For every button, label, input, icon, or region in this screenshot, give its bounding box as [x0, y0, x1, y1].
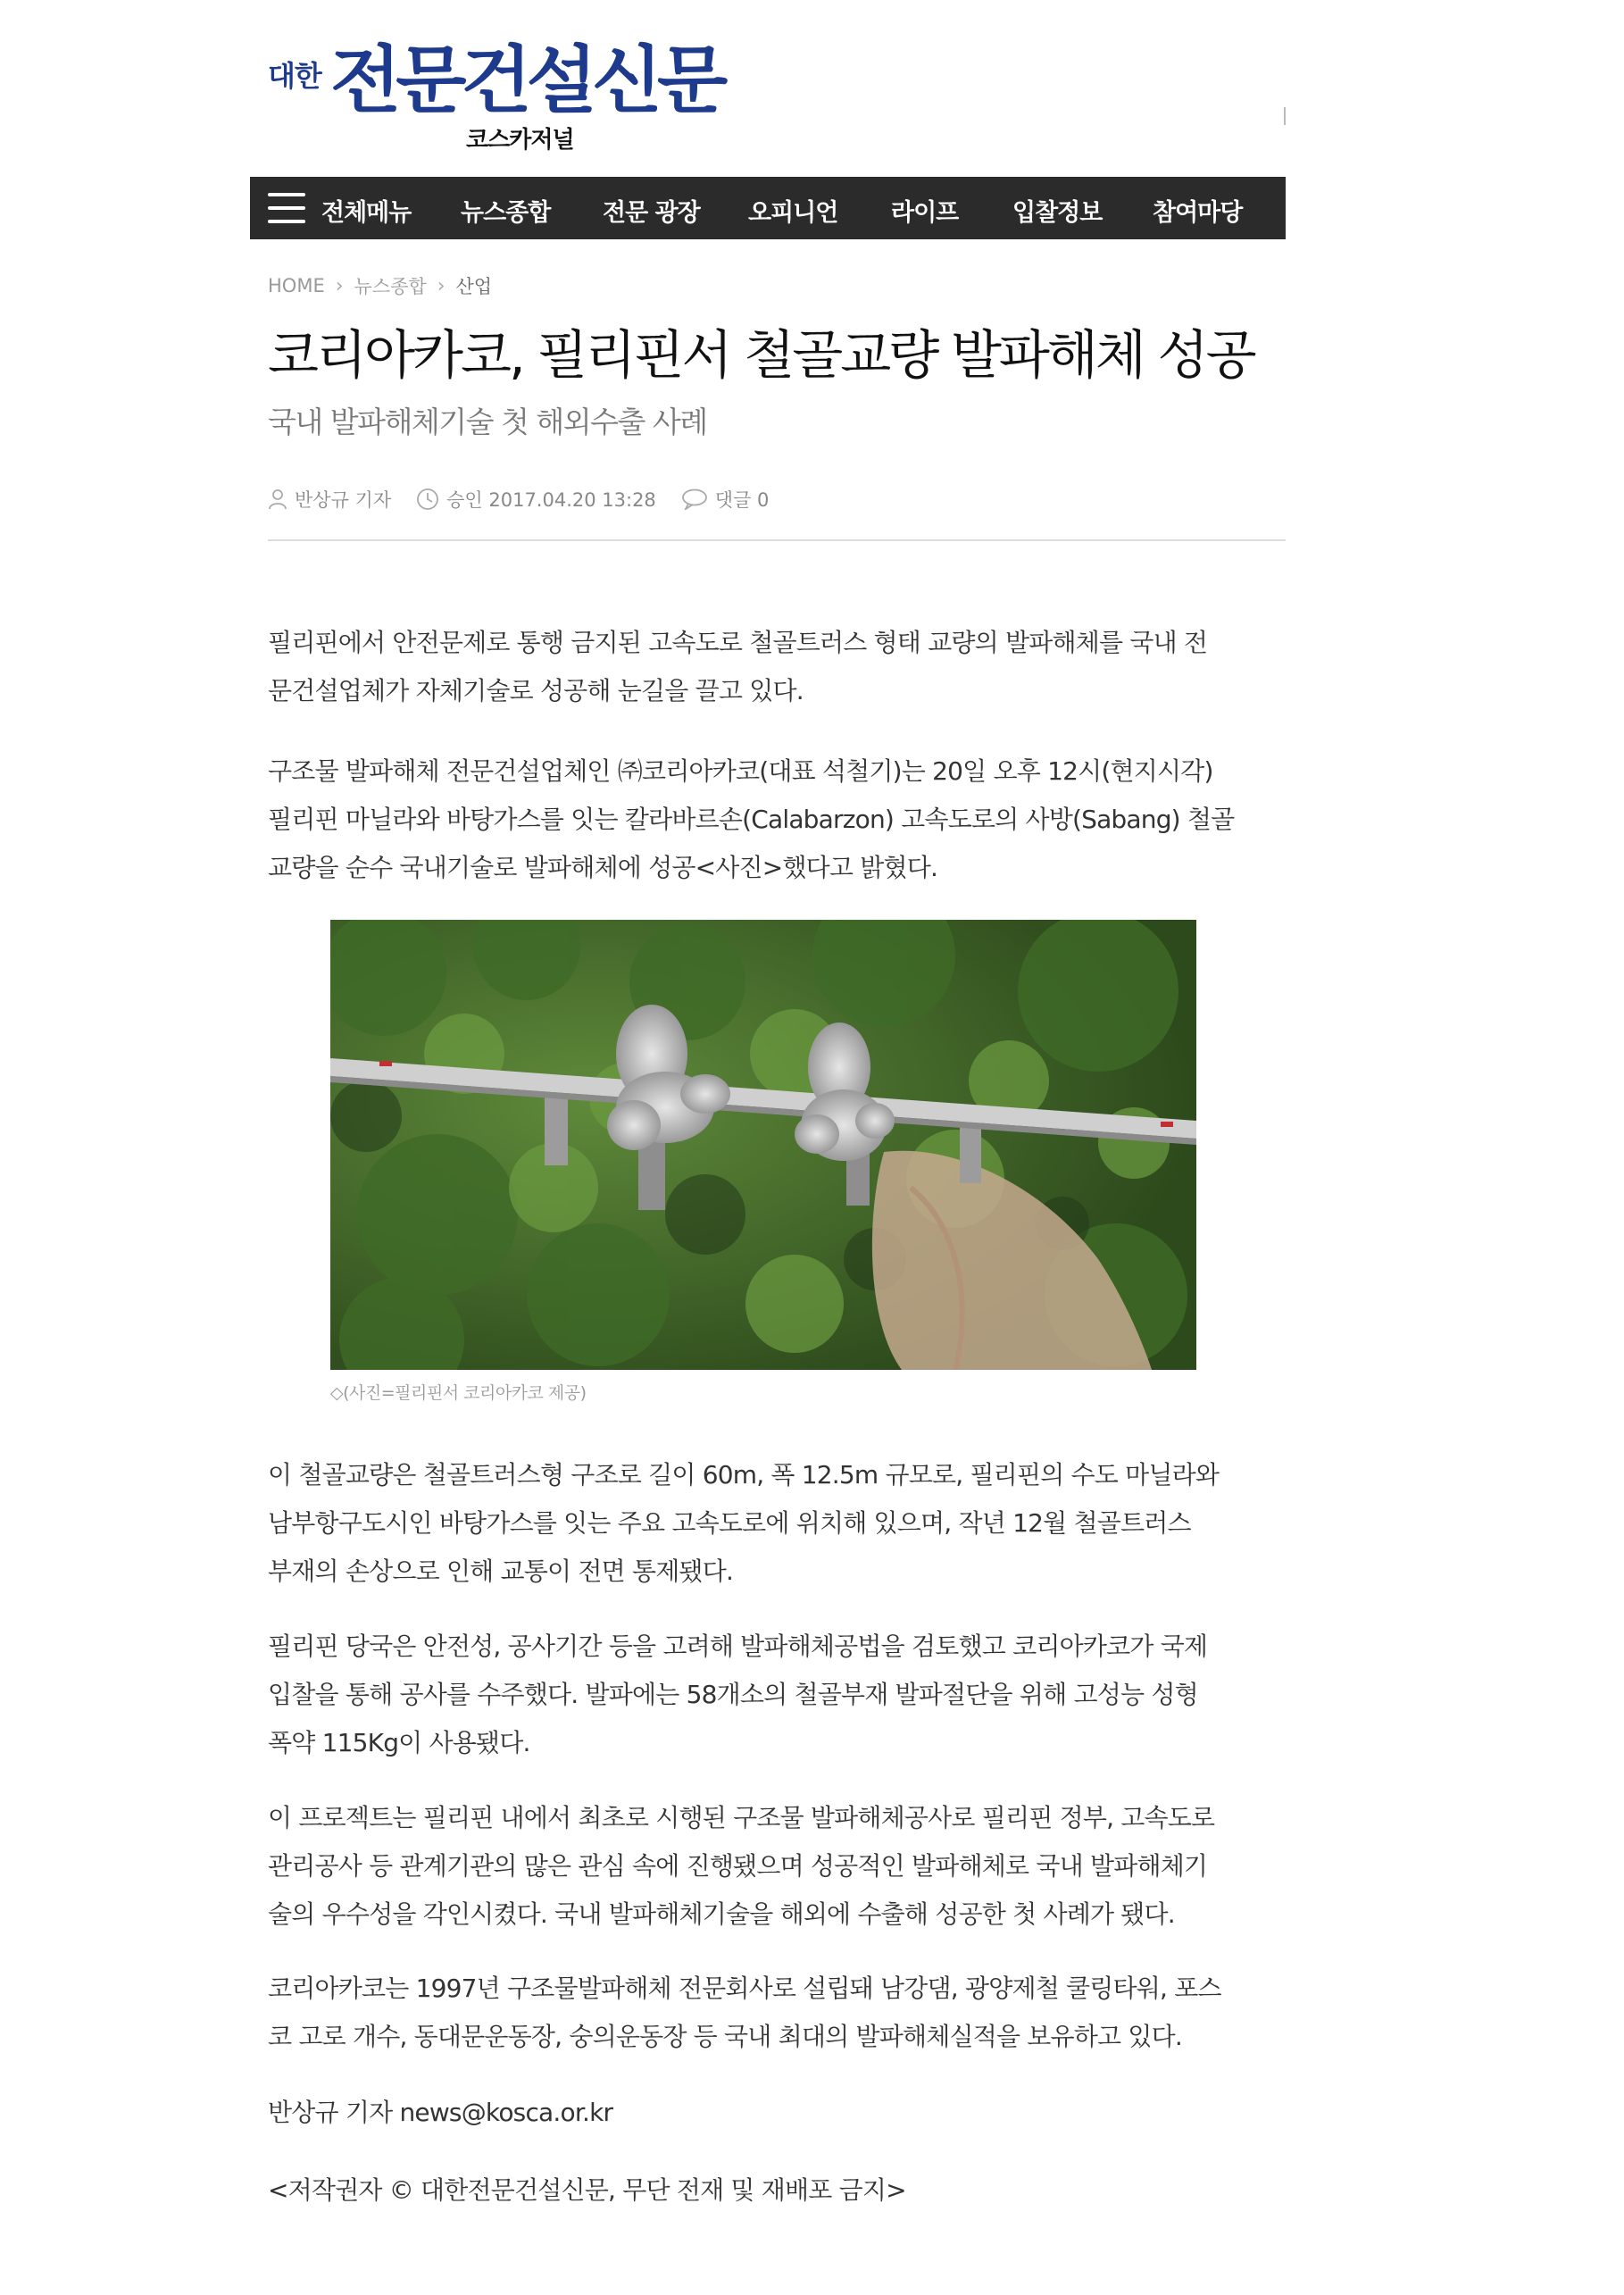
article-title: 코리아카코, 필리핀서 철골교량 발파해체 성공 — [268, 324, 1254, 386]
author-name[interactable]: 반상규 기자 — [295, 489, 392, 511]
nav-life[interactable]: 라이프 — [891, 199, 959, 227]
chevron-right-icon: › — [335, 274, 344, 297]
meta-divider — [268, 539, 1286, 541]
paragraph: 이 프로젝트는 필리핀 내에서 최초로 시행된 구조물 발파해체공사로 필리핀 정부, 고속도로 관리공사 등 관계기관의 많은 관심 속에 진행됐으며 성공적인 발파해체로 국내 발파해체기 술의 우수성을 각인시켰다. 국내 발파해체기술을 해외에 수출해 성공한 첫 사례가 됐다. — [268, 1803, 1215, 1929]
main-nav — [250, 177, 1286, 239]
logo-subtitle: 코스카저널 — [466, 127, 574, 154]
user-icon — [268, 488, 287, 510]
article-meta — [268, 486, 794, 513]
article-photo[interactable] — [330, 920, 1196, 1370]
breadcrumb-home[interactable]: HOME — [268, 275, 325, 296]
logo-prefix: 대한 — [268, 59, 321, 93]
article-subtitle: 국내 발파해체기술 첫 해외수출 사례 — [268, 405, 707, 439]
paragraph: 필리핀에서 안전문제로 통행 금지된 고속도로 철골트러스 형태 교량의 발파해체를 국내 전 문건설업체가 자체기술로 성공해 눈길을 끌고 있다. — [268, 628, 1208, 705]
nav-plaza[interactable]: 전문 광장 — [603, 199, 700, 227]
article-page — [250, 0, 1286, 2295]
approved-date: 승인 2017.04.20 13:28 — [446, 489, 656, 511]
author-meta — [268, 486, 391, 513]
nav-opinion[interactable]: 오피니언 — [748, 199, 838, 227]
breadcrumb-current[interactable]: 산업 — [455, 276, 493, 297]
logo-title: 전문건설신문 — [330, 38, 723, 123]
nav-all-menu[interactable]: 전체메뉴 — [321, 199, 412, 227]
nav-participation[interactable]: 참여마당 — [1153, 199, 1243, 227]
paragraph: 구조물 발파해체 전문건설업체인 ㈜코리아카코(대표 석철기)는 20일 오후 12시(현지시각) 필리핀 마닐라와 바탕가스를 잇는 칼라바르손(Calabarzon) 고속도로의 사방(Sabang) 철골 교량을 순수 국내기술로 발파해체에 성공<사진>했다고 밝혔다. — [268, 756, 1235, 882]
comment-icon — [681, 488, 708, 510]
paragraph: 코리아카코는 1997년 구조물발파해체 전문회사로 설립돼 남강댐, 광양제철 쿨링타워, 포스 코 고로 개수, 동대문운동장, 숭의운동장 등 국내 최대의 발파해체실적을 보유하고 있다. — [268, 1974, 1221, 2051]
clock-icon — [416, 488, 439, 511]
paragraph: 이 철골교량은 철골트러스형 구조로 길이 60m, 폭 12.5m 규모로, 필리핀의 수도 마닐라와 남부항구도시인 바탕가스를 잇는 주요 고속도로에 위치해 있으며, 작년 12월 철골트러스 부재의 손상으로 인해 교통이 전면 통제됐다. — [268, 1460, 1220, 1586]
comment-count[interactable]: 댓글 0 — [714, 489, 770, 511]
bridge-demolition-photo — [330, 920, 1196, 1370]
breadcrumb-section[interactable]: 뉴스종합 — [354, 276, 427, 297]
header-divider — [1284, 107, 1286, 125]
menu-icon[interactable] — [268, 193, 305, 223]
byline: 반상규 기자 news@kosca.or.kr — [268, 2098, 613, 2127]
copyright-notice: <저작권자 © 대한전문건설신문, 무단 전재 및 재배포 금지> — [268, 2175, 906, 2205]
comment-meta[interactable] — [681, 486, 770, 513]
nav-news[interactable]: 뉴스종합 — [461, 199, 551, 227]
nav-bid-info[interactable]: 입찰정보 — [1012, 199, 1103, 227]
chevron-right-icon: › — [437, 274, 446, 297]
breadcrumb — [268, 272, 492, 299]
paragraph: 필리핀 당국은 안전성, 공사기간 등을 고려해 발파해체공법을 검토했고 코리아카코가 국제 입찰을 통해 공사를 수주했다. 발파에는 58개소의 철골부재 발파절단을 위해 고성능 성형 폭약 115Kg이 사용됐다. — [268, 1632, 1208, 1757]
photo-caption: ◇(사진=필리핀서 코리아카코 제공) — [330, 1383, 587, 1403]
date-meta — [416, 486, 656, 513]
site-logo[interactable] — [268, 38, 893, 154]
